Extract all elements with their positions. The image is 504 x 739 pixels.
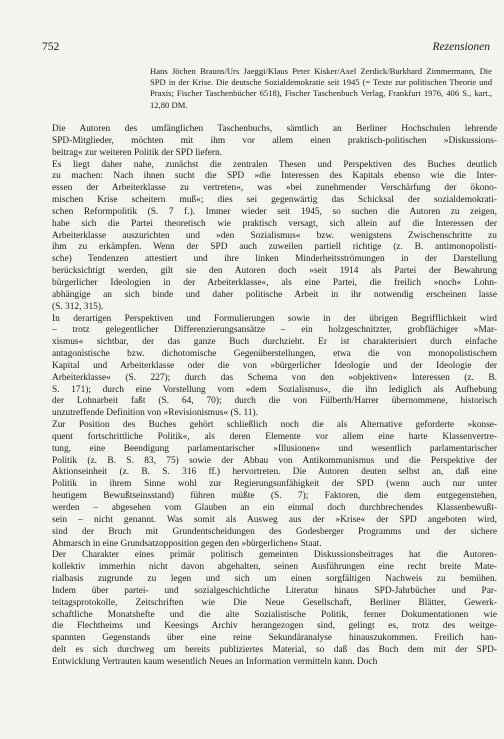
text-line: antagonistische bzw. dichotomische Gegenüberstellungen, etwa die von monopolistischem — [52, 349, 497, 360]
paragraph — [52, 420, 497, 550]
text-line: Politik (z. B. S. 83, 75) sowie der Abbau von Antikommunismus und die Perspektive der — [52, 455, 497, 466]
text-line: beitrag« zur weiteren Politik der SPD liefern. — [52, 147, 223, 158]
text-line: mischen Krise scheitern muß«; dies sei gegenwärtig das Schicksal der sozialdemokrati- — [52, 195, 497, 206]
text-line: der Lohnarbeit faßt (S. 64, 70); durch die von Fülberth/Harrer übernommene, historisch — [52, 396, 497, 407]
text-line: Politik in ihrem Sinne wohl zur Regierungsunfähigkeit der SPD (wenn auch nur unter — [52, 479, 497, 490]
text-line: Es liegt daher nahe, zunächst die zentralen Thesen und Perspektiven des Buches deutlich — [52, 159, 497, 170]
text-line: essen der Arbeiterklasse zu vertreten«, was »bei zunehmender Verschärfung der ökono- — [52, 183, 497, 194]
text-line: Indem über partei- und sozialgeschichtliche Literatur hinaus SPD-Jahrbücher und Par- — [52, 585, 497, 596]
text-line: Arbeiterklasse auszurichten und »den Sozialismus« bzw. wenigstens Zwischenschritte zu — [52, 230, 497, 241]
text-line: In derartigen Perspektiven und Formulierungen sowie in der übrigen Begrifflichkeit wird — [52, 313, 497, 324]
text-line: teitagsprotokolle, Zeitschriften wie Die Neue Gesellschaft, Berliner Blätter, Gewerk- — [52, 597, 497, 608]
text-line: abhängige an sich binde und daher politische Arbeit in ihr notwendig erscheinen lasse — [52, 289, 497, 300]
text-line: schen Reformpolitik (S. 7 f.). Immer wieder seit 1945, so suchen die Autoren zu zeigen, — [52, 206, 497, 217]
text-line: spannten Gegenstands über eine reine Sekundäranalyse hinauszukommen. Freilich han- — [52, 633, 497, 644]
page-number: 752 — [42, 41, 60, 53]
text-line: Arbeiterklasse« (S. 227); durch das Schema von den »objektiven« Interessen (z. B. — [52, 372, 497, 383]
bibliographic-citation: Hans Jöchen Brauns/Urs Jaeggi/Klaus Peter Kisker/Axel Zerdick/Burkhard Zimmermann, Die SPD in der Krise. Die deutsche Sozialdemokratie seit 1945 (= Texte zur politischen Theorie und Praxis; Fischer Taschenbücher 6518), Fischer Taschenbuch Verlag, Frankfurt 1976, 406 S., kart., 12,80 DM. — [150, 66, 492, 110]
text-line: werden – abgesehen vom Glauben an ein einmal doch durchbrechendes Klassenbewußt- — [52, 503, 497, 513]
text-line: die Flechtheims und Keesings Archiv herangezogen sind, gelingt es, trotz des weitge- — [52, 621, 497, 632]
text-line: rialbasis zugrunde zu legen und sich um einen sorgfältigen Nachweis zu bemühen. — [52, 574, 497, 585]
text-line: heutigem Bewußtseinsstand) führen müßte (S. 7); Faktoren, die dem entgegenstehen, — [52, 491, 497, 502]
text-line: Aktionseinheit (z. B. S. 316 ff.) hervortreten. Die Autoren deuten selbst an, daß eine — [52, 467, 497, 478]
text-line: quent fortschrittliche Politik«, als deren Elemente vor allem eine harte Klassenvertre- — [52, 431, 497, 442]
text-line: S. 171); durch eine Vorstellung vom »dem Sozialismus«, die ihn lediglich als Aufhebung — [52, 384, 497, 395]
text-line: schaftliche Monatshefte und die alte Sozialistische Politik, ferner Dokumentationen wie — [52, 609, 497, 620]
text-line: berücksichtigt werden, gilt sie den Autoren doch »seit 1914 als Partei der Bewahrung — [52, 266, 497, 277]
text-line: Die Autoren des umfänglichen Taschenbuchs, sämtlich an Berliner Hochschulen lehrende — [52, 124, 497, 134]
paragraph — [52, 550, 497, 668]
text-line: – trotz gelegentlicher Differenzierungsansätze – ein holzgeschnitzter, grobflächiger »Mar- — [52, 325, 497, 336]
paragraph — [52, 314, 497, 421]
text-line: sche) Tendenzen attestiert und ihre linken Minderheitsströmungen in der Darstellung — [52, 254, 497, 265]
text-line: ihm zu erkämpfen. Wenn der SPD auch zuweilen partiell richtige (z. B. antimonopolisti- — [52, 242, 497, 253]
text-line: delt es sich durchweg um bereits publiziertes Material, so daß das Buch dem mit der SPD- — [52, 645, 497, 656]
text-line: habe sich die Partei theoretisch wie praktisch versagt, sich allein auf die Interessen der — [52, 218, 497, 229]
text-line: bürgerlicher Ideologien in der Arbeiterklasse«, als eine Partei, die freilich »noch« Lohn- — [52, 277, 497, 288]
text-line: Abmarsch in eine Grundsatzopposition gegen den »bürgerlichen« Staat. — [52, 538, 322, 549]
text-line: unzutreffende Definition von »Revisionismus« (S. 11). — [52, 408, 258, 419]
running-head: Rezensionen — [432, 41, 490, 53]
text-line: zu machen: Nach ihnen sucht die SPD »die Interessen des Kapitals ebenso wie die Inter- — [52, 171, 497, 182]
text-line: Der Charakter eines primär politisch gemeinten Diskussionsbeitrages hat die Autoren- — [52, 550, 497, 561]
paragraph — [52, 124, 497, 160]
review-body — [52, 124, 497, 669]
text-line: xismus« sichtbar, der das ganze Buch durchzieht. Er ist charakterisiert durch einfache — [52, 337, 497, 348]
text-line: sind der Bruch mit Grundentscheidungen des Godesberger Programms und der sichere — [52, 526, 497, 537]
text-line: SPD-Mitglieder, möchten mit ihm vor allem einen praktisch-politischen »Diskussions- — [52, 135, 497, 146]
text-line: (S. 312, 315). — [52, 301, 104, 312]
text-line: tung, eine Beendigung parlamentarischer »Illusionen« und wesentlich parlamentarischer — [52, 443, 497, 454]
text-line: Zur Position des Buches gehört schließlich noch die als Alternative geforderte »konse- — [52, 420, 497, 431]
text-line: Entwicklung Vertrauten kaum wesentlich Neues an Information vermitteln kann. Doch — [52, 656, 378, 667]
text-line: Kapital und Arbeiterklasse oder die von »bürgerlicher Ideologie und der Ideologie der — [52, 360, 497, 371]
text-line: sein – nicht genannt. Was somit als Ausweg aus der »Krise« der SPD angeboten wird, — [52, 514, 497, 525]
paragraph — [52, 160, 497, 314]
text-line: kollektiv immerhin nicht davon abgehalten, seinen Ausführungen eine recht breite Mate- — [52, 562, 497, 573]
